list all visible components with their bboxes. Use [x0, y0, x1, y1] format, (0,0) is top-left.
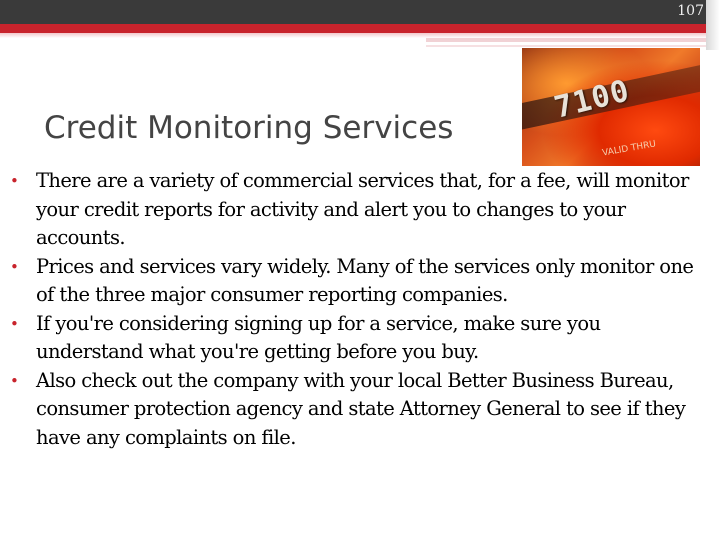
card-numbers: 7100: [550, 73, 634, 126]
header-bar: [0, 0, 720, 24]
slide-number: 107: [677, 3, 704, 19]
bullet-text: Also check out the company with your local Better Business Bureau, consumer protection agency and state Attorney General to see if they have any complaints on file.: [36, 368, 686, 449]
accent-line: [426, 38, 720, 42]
bullet-text: If you're considering signing up for a service, make sure you understand what you're getting before you buy.: [36, 311, 601, 363]
bullet-icon: •: [10, 257, 19, 276]
bullet-text: Prices and services vary widely. Many of the services only monitor one of the three major consumer reporting companies.: [36, 254, 694, 306]
corner-accent: [706, 0, 720, 50]
bullet-icon: •: [10, 371, 19, 390]
accent-line: [426, 45, 720, 47]
bullet-icon: •: [10, 172, 19, 190]
accent-bar: [0, 24, 720, 33]
bullet-text: There are a variety of commercial services that, for a fee, will monitor your credit reports for activity and alert you to changes to your accounts.: [36, 169, 689, 249]
list-item: [6, 253, 706, 310]
list-item: [6, 367, 706, 453]
card-small-text: VALID THRU: [601, 139, 657, 159]
list-item: [6, 310, 706, 367]
list-item: [6, 167, 706, 253]
slide-title: Credit Monitoring Services: [44, 110, 454, 146]
credit-card-photo: [522, 48, 700, 166]
bullet-icon: •: [10, 314, 19, 333]
bullet-list: [6, 167, 706, 452]
